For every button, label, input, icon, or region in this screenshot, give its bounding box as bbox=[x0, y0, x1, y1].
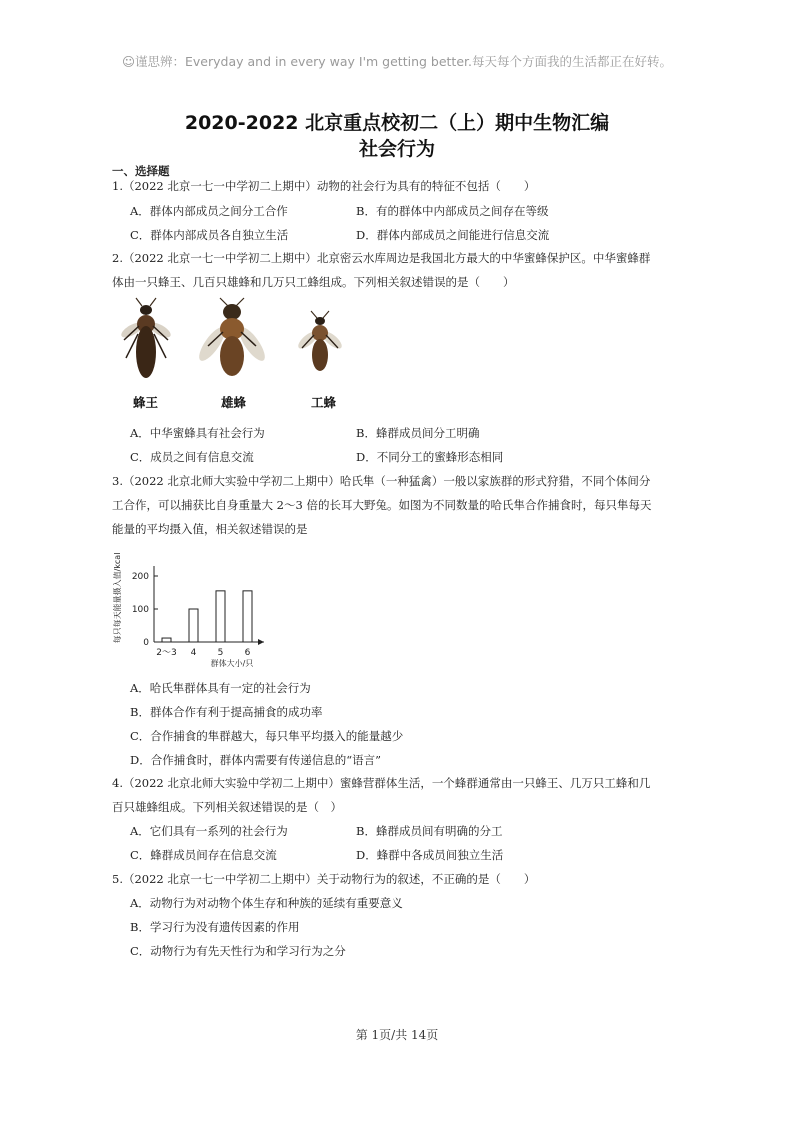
q4-option-b: B．蜂群成员间有明确的分工 bbox=[356, 824, 503, 838]
page-subtitle: 社会行为 bbox=[358, 138, 435, 160]
y-tick-label: 200 bbox=[131, 572, 149, 582]
q1-option-a: A．群体内部成员之间分工合作 bbox=[130, 204, 288, 218]
x-tick-label: 5 bbox=[217, 648, 224, 658]
q5-option-a: A．动物行为对动物个体生存和种族的延续有重要意义 bbox=[130, 896, 403, 910]
q3-option-b: B．群体合作有利于提高捕食的成功率 bbox=[130, 705, 323, 719]
energy-bar-chart bbox=[108, 540, 278, 670]
page-title: 2020-2022 北京重点校初二（上）期中生物汇编 bbox=[184, 112, 610, 134]
bar bbox=[216, 591, 225, 642]
q2-stem-line2: 体由一只蜂王、几百只雄蜂和几万只工蜂组成。下列相关叙述错误的是（ ） bbox=[112, 275, 515, 289]
bee-images bbox=[110, 296, 360, 388]
q2-option-a: A．中华蜜蜂具有社会行为 bbox=[130, 426, 265, 440]
q3-stem-line1: 3.（2022 北京北师大实验中学初二上期中）哈氏隼（一种猛禽）一般以家族群的形式狩猎，不同个体间分 bbox=[112, 474, 651, 488]
q4-option-a: A．它们具有一系列的社会行为 bbox=[130, 824, 288, 838]
q1-option-c: C．群体内部成员各自独立生活 bbox=[130, 228, 289, 242]
bee-label-drone: 雄蜂 bbox=[221, 395, 247, 410]
x-axis-arrow bbox=[258, 639, 264, 645]
watermark: ☺谨思辨：Everyday and in every way I'm getting better.每天每个方面我的生活都正在好转。 bbox=[121, 54, 672, 69]
page-footer: 第 1页/共 14页 bbox=[355, 1028, 439, 1042]
q2-option-c: C．成员之间有信息交流 bbox=[130, 450, 254, 464]
q3-option-d: D．合作捕食时，群体内需要有传递信息的“语言” bbox=[130, 753, 381, 767]
bee-label-queen: 蜂王 bbox=[133, 395, 159, 410]
q1-stem: 1.（2022 北京一七一中学初二上期中）动物的社会行为具有的特征不包括（ ） bbox=[112, 179, 536, 193]
q5-stem: 5.（2022 北京一七一中学初二上期中）关于动物行为的叙述，不正确的是（ ） bbox=[112, 872, 536, 886]
q5-option-c: C．动物行为有先天性行为和学习行为之分 bbox=[130, 944, 346, 958]
q4-stem-line2: 百只雄蜂组成。下列相关叙述错误的是（ ） bbox=[112, 800, 342, 814]
q4-stem-line1: 4.（2022 北京北师大实验中学初二上期中）蜜蜂营群体生活，一个蜂群通常由一只蜂王、几万只工蜂和几 bbox=[112, 776, 651, 790]
q2-option-b: B．蜂群成员间分工明确 bbox=[356, 426, 480, 440]
drone-bee-image bbox=[195, 298, 269, 376]
q2-option-d: D．不同分工的蜜蜂形态相同 bbox=[356, 450, 504, 464]
bar bbox=[243, 591, 252, 642]
q3-stem-line3: 能量的平均摄入值，相关叙述错误的是 bbox=[112, 522, 308, 536]
q1-option-d: D．群体内部成员之间能进行信息交流 bbox=[356, 228, 550, 242]
q4-option-d: D．蜂群中各成员间独立生活 bbox=[356, 848, 504, 862]
x-tick-label: 2～3 bbox=[156, 648, 177, 658]
q5-option-b: B．学习行为没有遗传因素的作用 bbox=[130, 920, 300, 934]
y-axis-label: 每只每天能量摄入值/kcal bbox=[113, 552, 122, 644]
x-axis-label: 群体大小/只 bbox=[210, 659, 254, 668]
q2-stem-line1: 2.（2022 北京一七一中学初二上期中）北京密云水库周边是我国北方最大的中华蜜蜂保护区。中华蜜蜂群 bbox=[112, 251, 651, 265]
bar bbox=[189, 609, 198, 642]
y-tick-label: 100 bbox=[131, 605, 149, 615]
q4-option-c: C．蜂群成员间存在信息交流 bbox=[130, 848, 277, 862]
q3-option-c: C．合作捕食的隼群越大，每只隼平均摄入的能量越少 bbox=[130, 729, 404, 743]
q1-option-b: B．有的群体中内部成员之间存在等级 bbox=[356, 204, 549, 218]
x-tick-label: 6 bbox=[244, 648, 251, 658]
bee-label-worker: 工蜂 bbox=[311, 395, 337, 410]
q3-option-a: A．哈氏隼群体具有一定的社会行为 bbox=[130, 681, 311, 695]
section-heading: 一、选择题 bbox=[112, 164, 170, 178]
queen-bee-image bbox=[119, 298, 173, 378]
y-tick-label: 0 bbox=[143, 638, 149, 648]
q3-stem-line2: 工合作，可以捕获比自身重量大 2～3 倍的长耳大野兔。如图为不同数量的哈氏隼合作捕食时，每只隼每天 bbox=[112, 498, 652, 512]
x-tick-label: 4 bbox=[190, 648, 197, 658]
worker-bee-image bbox=[296, 311, 345, 371]
bar bbox=[162, 638, 171, 642]
